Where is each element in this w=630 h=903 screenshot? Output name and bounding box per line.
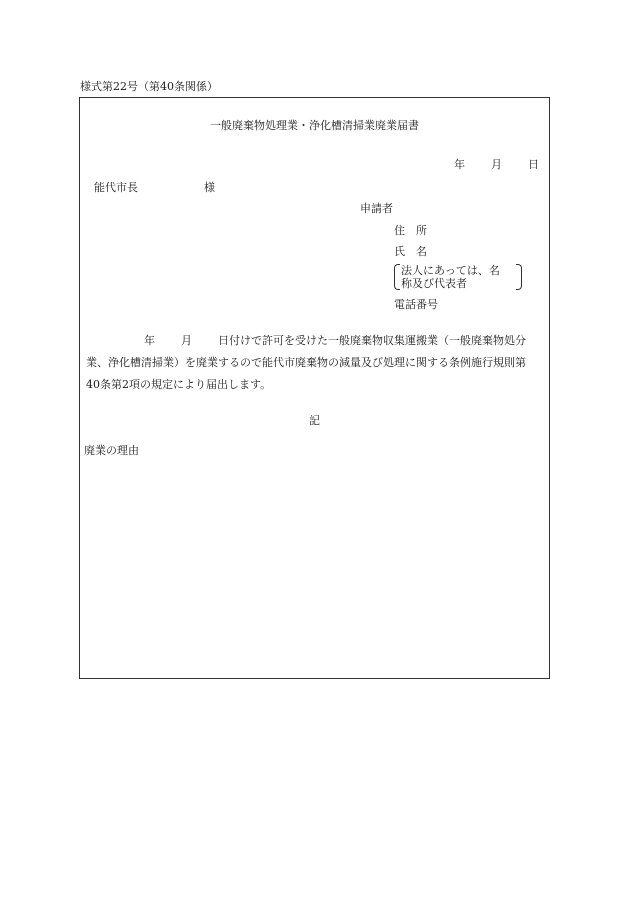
body-line1-text: 日付けで許可を受けた一般廃棄物収集運搬業（一般廃棄物処分 [218, 334, 526, 347]
date-year-label: 年 [454, 158, 465, 171]
ki-heading: 記 [309, 414, 320, 427]
date-month-label: 月 [491, 158, 502, 171]
date-day-label: 日 [528, 158, 539, 171]
right-bracket [516, 264, 522, 290]
form-number: 様式第22号（第40条関係） [80, 80, 218, 93]
applicant-label: 申請者 [360, 202, 393, 215]
form-frame [79, 97, 550, 679]
address-label: 住 所 [394, 224, 427, 237]
phone-label: 電話番号 [394, 298, 438, 311]
body-year-label: 年 [144, 334, 155, 347]
corporate-note-line1: 法人にあっては、名 [401, 264, 500, 277]
reason-label: 廃業の理由 [84, 444, 139, 457]
corporate-note [394, 263, 524, 293]
body-line-3: 40条第2項の規定により届出します。 [86, 378, 272, 391]
addressee: 能代市長 [94, 181, 138, 194]
honorific: 様 [204, 181, 215, 194]
body-paragraph [86, 330, 546, 396]
body-line-2: 業、浄化槽清掃業）を廃業するので能代市廃棄物の減量及び処理に関する条例施行規則第 [86, 356, 526, 369]
corporate-note-line2: 称及び代表者 [401, 277, 467, 290]
name-label: 氏 名 [394, 245, 427, 258]
body-month-label: 月 [181, 334, 192, 347]
date-line [454, 158, 539, 172]
left-bracket [394, 264, 400, 290]
form-title: 一般廃棄物処理業・浄化槽清掃業廃業届書 [210, 119, 419, 132]
body-line-1 [86, 330, 546, 352]
